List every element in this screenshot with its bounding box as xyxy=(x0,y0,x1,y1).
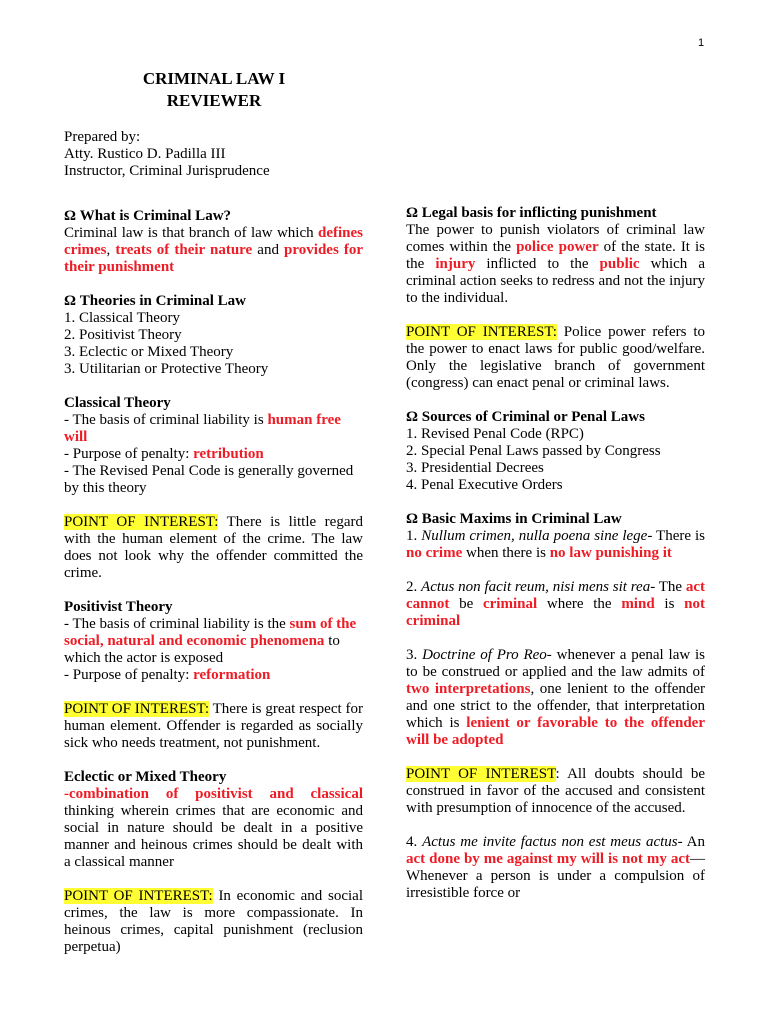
author-role: Instructor, Criminal Jurisprudence xyxy=(64,163,270,179)
maxim-3 xyxy=(406,647,705,749)
text: to which the actor is exposed xyxy=(64,633,340,666)
text: - The basis of criminal liability is xyxy=(64,412,268,428)
highlight-text: criminal xyxy=(482,596,538,612)
text: , one lenient to the offender and one strict to the offender, that interpretation which is xyxy=(406,681,705,731)
text: - The basis of criminal liability is the xyxy=(64,616,290,632)
section-positivist-theory xyxy=(64,599,363,684)
section-heading: Ω Sources of Criminal or Penal Laws xyxy=(406,409,645,425)
list-item: 1. Classical Theory xyxy=(64,310,180,326)
poi-label: POINT OF INTEREST: xyxy=(64,888,213,904)
text: An xyxy=(682,834,705,850)
maxim-4 xyxy=(406,834,705,902)
poi-text: There is great respect for human element. Offender is regarded as socially sick who needs treatment, not punishment. xyxy=(64,701,363,751)
highlight-text: public xyxy=(599,256,640,272)
poi-text: There is little regard with the human element of the crime. The law does not look why the offender committed the crime. xyxy=(64,514,363,581)
text: —Whenever a person is under a compulsion of irresistible force or xyxy=(406,851,705,901)
list-item: 3. Eclectic or Mixed Theory xyxy=(64,344,234,360)
bullet-item xyxy=(64,667,363,684)
highlight-text: act cannot xyxy=(406,579,705,612)
highlight-text: retribution xyxy=(193,446,264,462)
text: The power to punish violators of criminal law comes within the xyxy=(406,222,705,255)
latin-maxim: Doctrine of Pro Reo- xyxy=(422,647,552,663)
text: There is xyxy=(652,528,705,544)
poi-label: POINT OF INTEREST xyxy=(406,766,556,782)
author-name: Atty. Rustico D. Padilla III xyxy=(64,146,226,162)
highlight-text: treats of their nature xyxy=(115,242,253,258)
section-heading: Eclectic or Mixed Theory xyxy=(64,769,227,785)
text: be xyxy=(449,596,483,612)
section-heading: Ω Legal basis for inflicting punishment xyxy=(406,205,657,221)
section-body xyxy=(64,786,363,871)
list-item: 1. Revised Penal Code (RPC) xyxy=(406,426,584,442)
section-heading: Ω Basic Maxims in Criminal Law xyxy=(406,511,622,527)
text: 4. xyxy=(406,834,423,850)
highlight-text: provides for their punishment xyxy=(64,242,364,275)
text: 3. xyxy=(406,647,423,663)
bullet-item xyxy=(64,446,363,463)
text: 1. xyxy=(406,528,422,544)
poi-text: In economic and social crimes, the law is more compassionate. In heinous crimes, capital punishment (reclusion perpetua) xyxy=(64,888,363,955)
poi-label: POINT OF INTEREST: xyxy=(64,701,210,717)
point-of-interest-2 xyxy=(64,701,363,752)
text: of the state. It is the xyxy=(406,239,706,272)
highlight-text: police power xyxy=(516,239,599,255)
section-sources xyxy=(406,409,705,494)
section-theories xyxy=(64,293,363,378)
highlight-text: reformation xyxy=(193,667,271,683)
text: inflicted to the xyxy=(475,256,600,272)
page-number: 1 xyxy=(698,37,705,49)
bullet-item xyxy=(64,412,363,446)
poi-text: Police power refers to the power to enact laws for public good/welfare. Only the legislative branch of government (congress) can enact penal or criminal laws. xyxy=(406,324,705,391)
title-line-1: CRIMINAL LAW I xyxy=(142,69,286,88)
list-item: 3. Utilitarian or Protective Theory xyxy=(64,361,269,377)
highlight-text: no crime xyxy=(406,545,463,561)
text: Criminal law is that branch of law which xyxy=(64,225,318,241)
poi-label: POINT OF INTEREST: xyxy=(64,514,219,530)
section-heading: Ω What is Criminal Law? xyxy=(64,208,232,224)
section-what-is-criminal-law xyxy=(64,208,363,276)
highlight-text: injury xyxy=(435,256,476,272)
left-column xyxy=(64,208,363,956)
point-of-interest-4 xyxy=(406,324,705,392)
section-heading: Ω Theories in Criminal Law xyxy=(64,293,247,309)
highlight-text: no law punishing it xyxy=(549,545,672,561)
text: when there is xyxy=(462,545,550,561)
right-column xyxy=(406,205,705,902)
latin-maxim: Actus non facit reum, nisi mens sit rea- xyxy=(421,579,656,595)
text: , xyxy=(106,242,116,258)
section-classical-theory xyxy=(64,395,363,497)
list-item: 2. Special Penal Laws passed by Congress xyxy=(406,443,661,459)
highlight-text: mind xyxy=(621,596,655,612)
list-item: 3. Presidential Decrees xyxy=(406,460,544,476)
document-title xyxy=(64,68,364,112)
point-of-interest-5 xyxy=(406,766,705,817)
section-eclectic-theory xyxy=(64,769,363,871)
text: 2. xyxy=(406,579,422,595)
bullet-item: - The Revised Penal Code is generally governed by this theory xyxy=(64,463,354,496)
text: is xyxy=(654,596,685,612)
maxim-1 xyxy=(406,528,705,562)
section-body xyxy=(406,222,705,307)
title-line-2: REVIEWER xyxy=(166,91,262,110)
highlight-text: defines crimes xyxy=(64,225,363,258)
text: whenever a penal law is to be construed or applied and the law admits of xyxy=(406,647,706,680)
text: where the xyxy=(537,596,622,612)
poi-label: POINT OF INTEREST: xyxy=(406,324,557,340)
text: The xyxy=(655,579,686,595)
text: and xyxy=(252,242,285,258)
point-of-interest-1 xyxy=(64,514,363,582)
section-heading: Positivist Theory xyxy=(64,599,173,615)
highlight-text: sum of the social, natural and economic phenomena xyxy=(64,616,357,649)
highlight-text: -combination of positivist and classical xyxy=(64,786,363,802)
poi-text: : All doubts should be construed in favor of the accused and consistent with presumption of innocence of the accused. xyxy=(406,766,705,816)
section-basic-maxims xyxy=(406,511,705,562)
text: thinking wherein crimes that are economic and social in nature should be dealt in a positive manner and heinous crimes should be dealt with a classical manner xyxy=(64,803,363,870)
point-of-interest-3 xyxy=(64,888,363,956)
bullet-item xyxy=(64,616,363,667)
list-item: 2. Positivist Theory xyxy=(64,327,182,343)
highlight-text: not criminal xyxy=(406,596,705,629)
text: - Purpose of penalty: xyxy=(64,667,194,683)
prepared-by-block xyxy=(64,129,270,180)
latin-maxim: Nullum crimen, nulla poena sine lege- xyxy=(421,528,653,544)
text: which a criminal action seeks to redress and not the injury to the individual. xyxy=(406,256,705,306)
maxim-2 xyxy=(406,579,705,630)
highlight-text: human free will xyxy=(64,412,341,445)
highlight-text: lenient or favorable to the offender will be adopted xyxy=(406,715,705,748)
highlight-text: two interpretations xyxy=(406,681,531,697)
latin-maxim: Actus me invite factus non est meus actus- xyxy=(422,834,683,850)
section-heading: Classical Theory xyxy=(64,395,171,411)
prepared-label: Prepared by: xyxy=(64,129,141,145)
list-item: 4. Penal Executive Orders xyxy=(406,477,563,493)
section-legal-basis xyxy=(406,205,705,307)
highlight-text: act done by me against my will is not my act xyxy=(406,851,690,867)
text: - Purpose of penalty: xyxy=(64,446,194,462)
section-body xyxy=(64,225,363,276)
